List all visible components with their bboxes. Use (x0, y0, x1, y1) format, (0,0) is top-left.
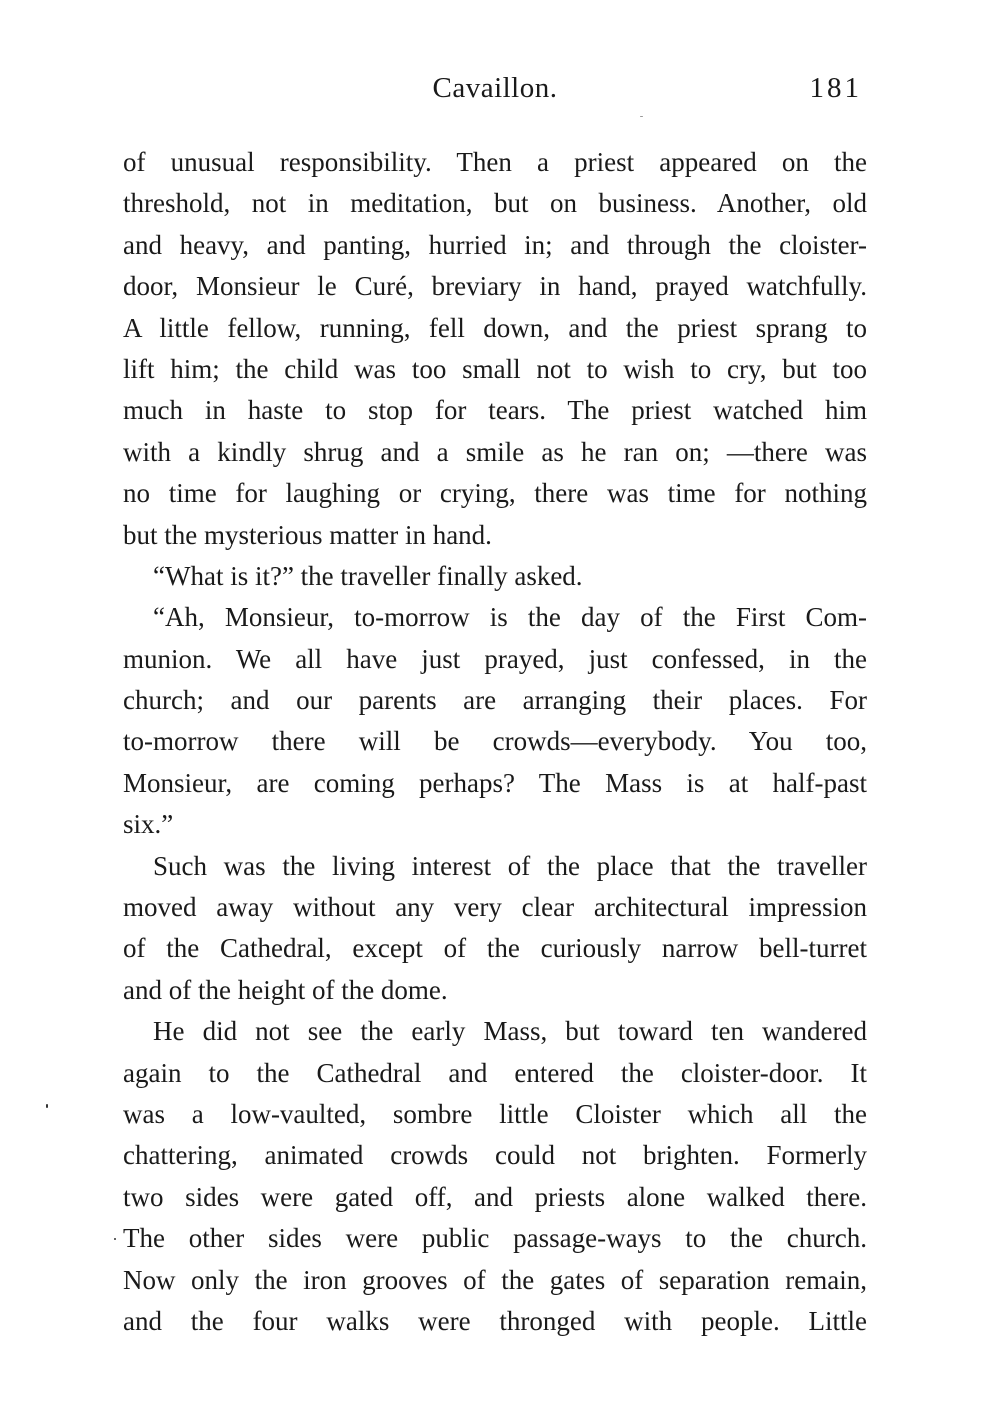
print-speck (46, 1104, 48, 1108)
body-text (123, 142, 867, 1342)
text-line: door, Monsieur le Curé, breviary in hand, prayed watchfully. (123, 271, 867, 302)
text-line: munion. We all have just prayed, just confessed, in the (123, 643, 867, 674)
text-line: Such was the living interest of the place that the traveller (153, 850, 867, 881)
text-line: Now only the iron grooves of the gates of separation remain, (123, 1264, 867, 1295)
text-line: and of the height of the dome. (123, 974, 448, 1005)
text-line: church; and our parents are arranging their places. For (123, 685, 867, 716)
text-line: “Ah, Monsieur, to-morrow is the day of the First Com- (153, 602, 867, 633)
text-line: lift him; the child was too small not to wish to cry, but too (123, 353, 867, 384)
text-line: of unusual responsibility. Then a priest appeared on the (123, 147, 867, 177)
text-line: six.” (123, 809, 174, 840)
chapter-title: Cavaillon. (432, 72, 558, 104)
text-line: no time for laughing or crying, there was time for nothing (123, 478, 867, 509)
print-speck (640, 116, 643, 117)
text-line: again to the Cathedral and entered the cloister-door. It (123, 1057, 867, 1088)
page-number: 181 (809, 72, 862, 104)
print-speck (114, 1238, 116, 1240)
text-line: chattering, animated crowds could not brighten. Formerly (123, 1140, 867, 1171)
text-line: two sides were gated off, and priests alone walked there. (123, 1181, 867, 1212)
running-head (120, 66, 870, 110)
text-line: much in haste to stop for tears. The priest watched him (123, 395, 867, 426)
text-line: of the Cathedral, except of the curiously narrow bell-turret (123, 933, 867, 964)
text-line: but the mysterious matter in hand. (123, 519, 492, 550)
text-line: The other sides were public passage-ways to the church. (123, 1223, 867, 1254)
text-line: to-morrow there will be crowds—everybody. You too, (123, 726, 867, 757)
text-line: Monsieur, are coming perhaps? The Mass is at half-past (123, 767, 867, 798)
text-line: He did not see the early Mass, but toward ten wandered (153, 1016, 867, 1047)
text-line: moved away without any very clear architectural impression (123, 892, 867, 923)
text-line: and the four walks were thronged with people. Little (123, 1305, 867, 1336)
text-line: was a low-vaulted, sombre little Cloister which all the (123, 1098, 867, 1129)
text-line: and heavy, and panting, hurried in; and through the cloister- (123, 229, 867, 260)
text-line: A little fellow, running, fell down, and the priest sprang to (123, 312, 867, 343)
text-line: threshold, not in meditation, but on business. Another, old (123, 188, 867, 219)
text-line: “What is it?” the traveller finally asked. (153, 560, 583, 591)
text-line: with a kindly shrug and a smile as he ran on; —there was (123, 436, 867, 467)
